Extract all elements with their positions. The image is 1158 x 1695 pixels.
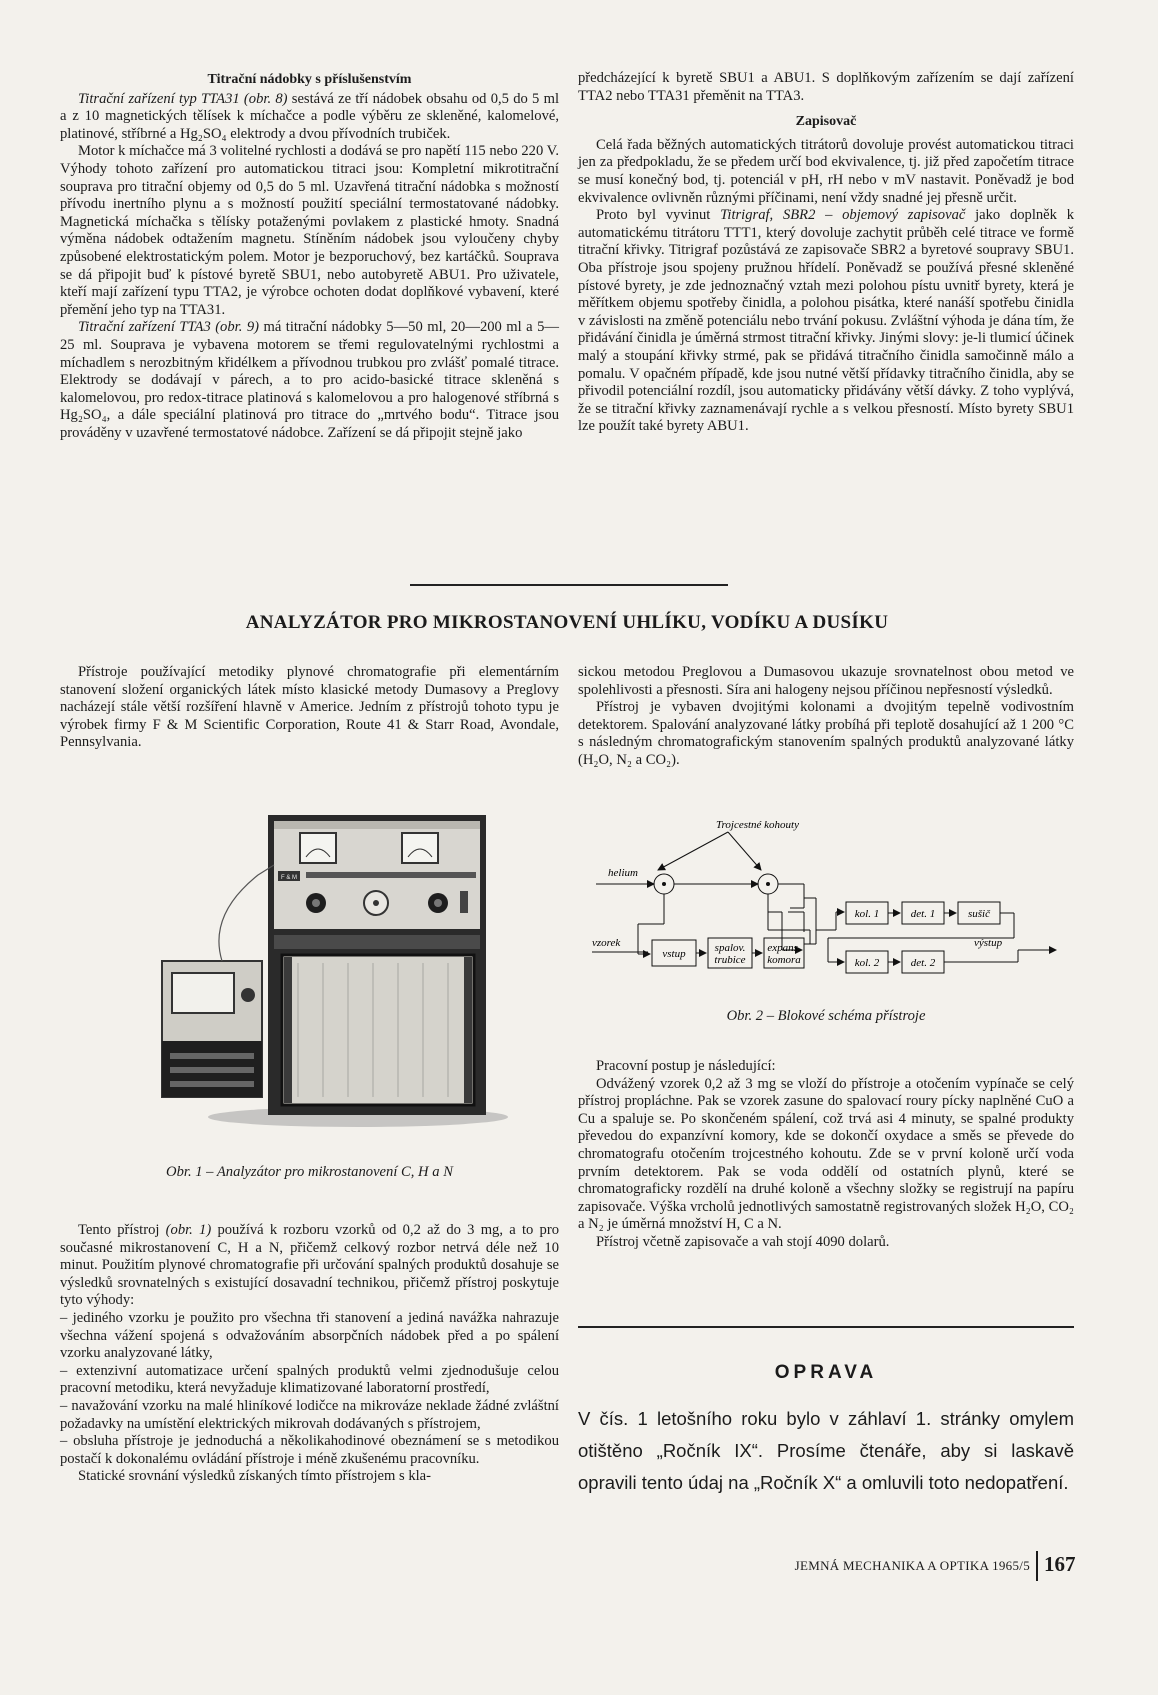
paragraph-procedure: Odvážený vzorek 0,2 až 3 mg se vloží do přístroje a otočením vypínače se celý přístroj propláchne. Pak se vzorek zasune do spalovací roury pícky naplněné CuO a Cu a spaluje se. Po skončeném spálení, což trvá asi 4 minuty, se spalné produkty převedou do expanzívní komory, kde se dokončí oxydace a směs se převede do chromatografu otočením trojcestného kohoutu. Zde se v první koloně určí voda prvním detektorem. Pak se voda oddělí od ostatních plynů, které se chromatograficky rozdělí na druhé koloně a všechny složky se registrují na papíru zapisovače. Výška vrcholů jednotlivých samostatně registrovaných složek H₂O, CO₂ a N₂ je úměrná množství H, C a N. xyxy=(578,1075,1074,1233)
analyzer-photo xyxy=(148,795,508,1131)
label-sample: vzorek xyxy=(592,937,621,949)
body-left-column xyxy=(60,1222,559,1486)
box-dryer-label: sušič xyxy=(968,908,990,920)
section-heading-recorder: Zapisovač xyxy=(795,114,857,130)
label-output: výstup xyxy=(974,937,1003,949)
box-column-2-label: kol. 2 xyxy=(854,957,880,969)
footer-divider xyxy=(1036,1551,1038,1581)
paragraph-procedure-intro: Pracovní postup je následující: xyxy=(596,1058,776,1074)
label-helium: helium xyxy=(608,867,638,879)
paragraph-device xyxy=(60,1222,559,1310)
box-inlet-label: vstup xyxy=(662,948,686,960)
paragraph-titrigraf xyxy=(578,207,1074,436)
correction-text: V čís. 1 letošního roku bylo v záhlaví 1. stránky omylem otištěno „Ročník IX“. Prosíme čtenáře, aby si laskavě opravili tento údaj na „Ročník X“ a omluvili toto nedopatření. xyxy=(578,1408,1074,1493)
paragraph-pre: Tento přístroj xyxy=(78,1222,166,1238)
intro-left-column xyxy=(60,664,559,752)
paragraph-comparison: sickou metodou Preglovou a Dumasovou ukazuje srovnatelnost obou metod ve spolehlivosti a přesnosti. Síra ani halogeny nejsou příčinou nepřesností výsledků. xyxy=(578,664,1074,698)
recorder-window xyxy=(282,955,474,1105)
footer-journal: JEMNÁ MECHANIKA A OPTIKA 1965/5 xyxy=(794,1558,1030,1573)
box-column-1-label: kol. 1 xyxy=(854,908,880,920)
photo-caption: Obr. 1 – Analyzátor pro mikrostanovení C, H a N xyxy=(166,1164,453,1180)
list-item: – jediného vzorku je použito pro všechna tři stanovení a jediná navážka nahrazuje všechna vážení spojená s odvažováním absorpčních nádobek před a po spálení vzorku analyzované látky, xyxy=(60,1309,559,1362)
box-combustion-label: trubice xyxy=(714,954,746,966)
paragraph-lead: Titrigraf, SBR2 – objemový zapisovač xyxy=(720,207,966,224)
intro-right-column xyxy=(578,664,1074,770)
page-number: 167 xyxy=(1044,1552,1076,1576)
label-valves: Trojcestné kohouty xyxy=(716,819,799,831)
body-right-column xyxy=(578,1058,1074,1252)
top-left-column xyxy=(60,71,559,442)
paragraph-motor: Motor k míchačce má 3 volitelné rychlosti a dodává se pro napětí 115 nebo 220 V. Výhody tohoto zařízení pro automatickou titraci jsou: Kompletní mikrotitrační souprava pro titrační objemy od 0,5 do 5 ml. Uzavřená titrační nádobka s možností přívodu inertního plynu a s možností použití speciální termostatované nádobky. Magnetická míchačka s tělísky potaženými povlakem z plastické hmoty. Snadná výměna nádobek odtažením magnetu. Stíněním nádobek jsou vyloučeny chyby způsobené elektrostatickým polem. Motor je bezporuchový, bez kartáčků. Souprava se dá připojit buď k pístové byretě SBU1, nebo autobyretě ABU1. Pro uživatele, kteří mají zařízení typu TTA2, je výrobce ochoten dodat doplňkové vybavení, které přemění jeho typ na TTA31. xyxy=(60,143,559,318)
correction-title: OPRAVA xyxy=(774,1362,878,1383)
brand-label: F & M xyxy=(281,875,297,881)
paragraph-tta3 xyxy=(60,319,559,442)
paragraph-price: Přístroj včetně zapisovače a vah stojí 4090 dolarů. xyxy=(596,1233,890,1250)
box-expansion-label: komora xyxy=(767,954,801,966)
paragraph-text: jako doplněk k automatickému titrátoru TTT1, který dovoluje zachytit průběh celé titrace ve formě titrační křivky. Titrigraf pozůstává ze zapisovače SBR2 a byretové soupravy SBU1. Oba přístroje jsou spojeny pružnou hřídelí. Poněvadž se používá přesné skleněné pístové byrety, je zde jednoznačný vztah mezi polohou pístu uvnitř byrety, která je měřítkem objemu spotřeby činidla, a polohou pisátka, které nanáší spotřebu činidla v závislosti na změně potenciálu nebo trvání pokusu. Zvláštní výhoda je dána tím, že přidávání činidla je úměrná strmost titrační křivky. Jinými slovy: je-li tlumicí účinek malý a stoupání křivky strmé, pak se přidává titračního činidla samočinně málo a pomalu. V opačném případě, kde jsou nutné větší přídavky titračního činidla, aby se přivodil potenciální rozdíl, jsou automaticky přidávány větší dávky. Z toho vyplývá, že se titrační křivky zaznamenávají rychle a s velkou přesností. Místo byrety SBU1 lze použít také byrety ABU1. xyxy=(578,207,1074,435)
section-divider xyxy=(578,1326,1074,1328)
section-heading-titration-vessels: Titrační nádobky s příslušenstvím xyxy=(207,72,412,87)
meter-left xyxy=(300,833,336,863)
meter-right xyxy=(402,833,438,863)
top-right-column xyxy=(578,70,1074,436)
paragraph-lead: Titrační zařízení typ TTA31 (obr. 8) xyxy=(78,90,288,107)
article-title: ANALYZÁTOR PRO MIKROSTANOVENÍ UHLÍKU, VODÍKU A DUSÍKU xyxy=(245,612,889,633)
paragraph-comparison-start: Statické srovnání výsledků získaných tímto přístrojem s kla- xyxy=(78,1468,432,1485)
list-item: – navažování vzorku na malé hliníkové lodičce na mikrováze neklade žádné zvláštní požadavky na umístění elektrických mikrovah dodávaných s přístrojem, xyxy=(60,1397,559,1432)
paragraph-equipment: Přístroj je vybaven dvojitými kolonami a dvojitým tepelně vodivostním detektorem. Spalování analyzované látky probíhá při teplotě dosahující až 1 200 °C s následným chromatografickým stanovením spalných produktů analyzované látky (H₂O, N₂ a CO₂). xyxy=(578,699,1074,768)
paragraph-intro: Přístroje používající metodiky plynové chromatografie při elementárním stanovení složení organických látek místo klasické metody Dumasovy a Preglovy nacházejí stále větší rozšíření hlavně v Americe. Jedním z přístrojů tohoto typu je výrobek firmy F & M Scientific Corporation, Route 41 & Starr Road, Avondale, Pennsylvania. xyxy=(60,664,559,751)
paragraph-pre: Proto byl vyvinut xyxy=(596,207,721,224)
box-expansion-label: expans. xyxy=(767,942,801,954)
box-detector-1-label: det. 1 xyxy=(910,908,936,920)
paragraph-lead: Titrační zařízení TTA3 (obr. 9) xyxy=(78,319,259,336)
paragraph-text: používá k rozboru vzorků od 0,2 až do 3 mg, a to pro současné mikrostanovení C, H a N, přičemž celkový rozbor netrvá déle než 10 minut. Použitím plynové chromatografie při určování spalných produktů dosahuje se výsledků srovnatelných s existující dosavadní technikou, přičemž přístroj poskytuje tyto výhody: xyxy=(60,1222,559,1309)
block-diagram xyxy=(578,812,1074,1008)
box-combustion-label: spalov. xyxy=(714,942,746,954)
paragraph-titrators: Celá řada běžných automatických titrátorů dovoluje provést automatickou titraci jen za předpokladu, že se předem určí bod ekvivalence, tj. již před započetím titrace se musí konečný bod, tj. potenciál v pH, rH nebo v mV nastavit. Poněvadž je bod ekvivalence ovlivněn různými příčinami, není vždy snadné jej přesně určit. xyxy=(578,136,1074,206)
box-detector-2-label: det. 2 xyxy=(910,957,936,969)
section-divider xyxy=(410,584,728,586)
diagram-caption: Obr. 2 – Blokové schéma přístroje xyxy=(726,1008,926,1024)
paragraph-text: sestává ze tří nádobek obsahu od 0,5 do 5 ml a z 10 magnetických tělísek k míchačce a podle výběru ze skleněné, kalomelové, platinové, stříbrné a Hg₂SO₄ elektrody a dvou přívodních trubiček. xyxy=(60,90,560,142)
paragraph-continued: předcházející k byretě SBU1 a ABU1. S doplňkovým zařízením se dají zařízení TTA2 nebo TTA31 přeměnit na TTA3. xyxy=(578,70,1074,104)
figure-reference: (obr. 1) xyxy=(165,1222,212,1238)
list-item: – obsluha přístroje je jednoduchá a několikahodinové obeznámení se s metodikou postačí k dokonalému ovládání přístroje i méně zkušenému pracovníku. xyxy=(60,1433,559,1467)
paragraph-text: má titrační nádobky 5—50 ml, 20—200 ml a 5—25 ml. Souprava je vybavena motorem se třemi regulovatelnými rychlostmi a míchadlem s nerozbitným křidélkem a přívodnou trubkou pro zvlášť pomalé titrace. Elektrody se dodávají v párech, a to pro acido-basické titrace skleněná s kalomelovou, pro redox-titrace platinová s kalomelovou a pro halogenové stříbrná s Hg₂SO₄, a dále speciální platinová pro titrace do „mrtvého bodu“. Titrace jsou prováděny v uzavřené termostatové nádobce. Zařízení se dá připojit stejně jako xyxy=(60,319,560,441)
paragraph-tta31 xyxy=(60,91,559,144)
list-item: – extenzivní automatizace určení spalných produktů velmi zjednodušuje celou pracovní metodiku, která nevyžaduje klimatizované laboratorní prostředí, xyxy=(60,1362,559,1397)
